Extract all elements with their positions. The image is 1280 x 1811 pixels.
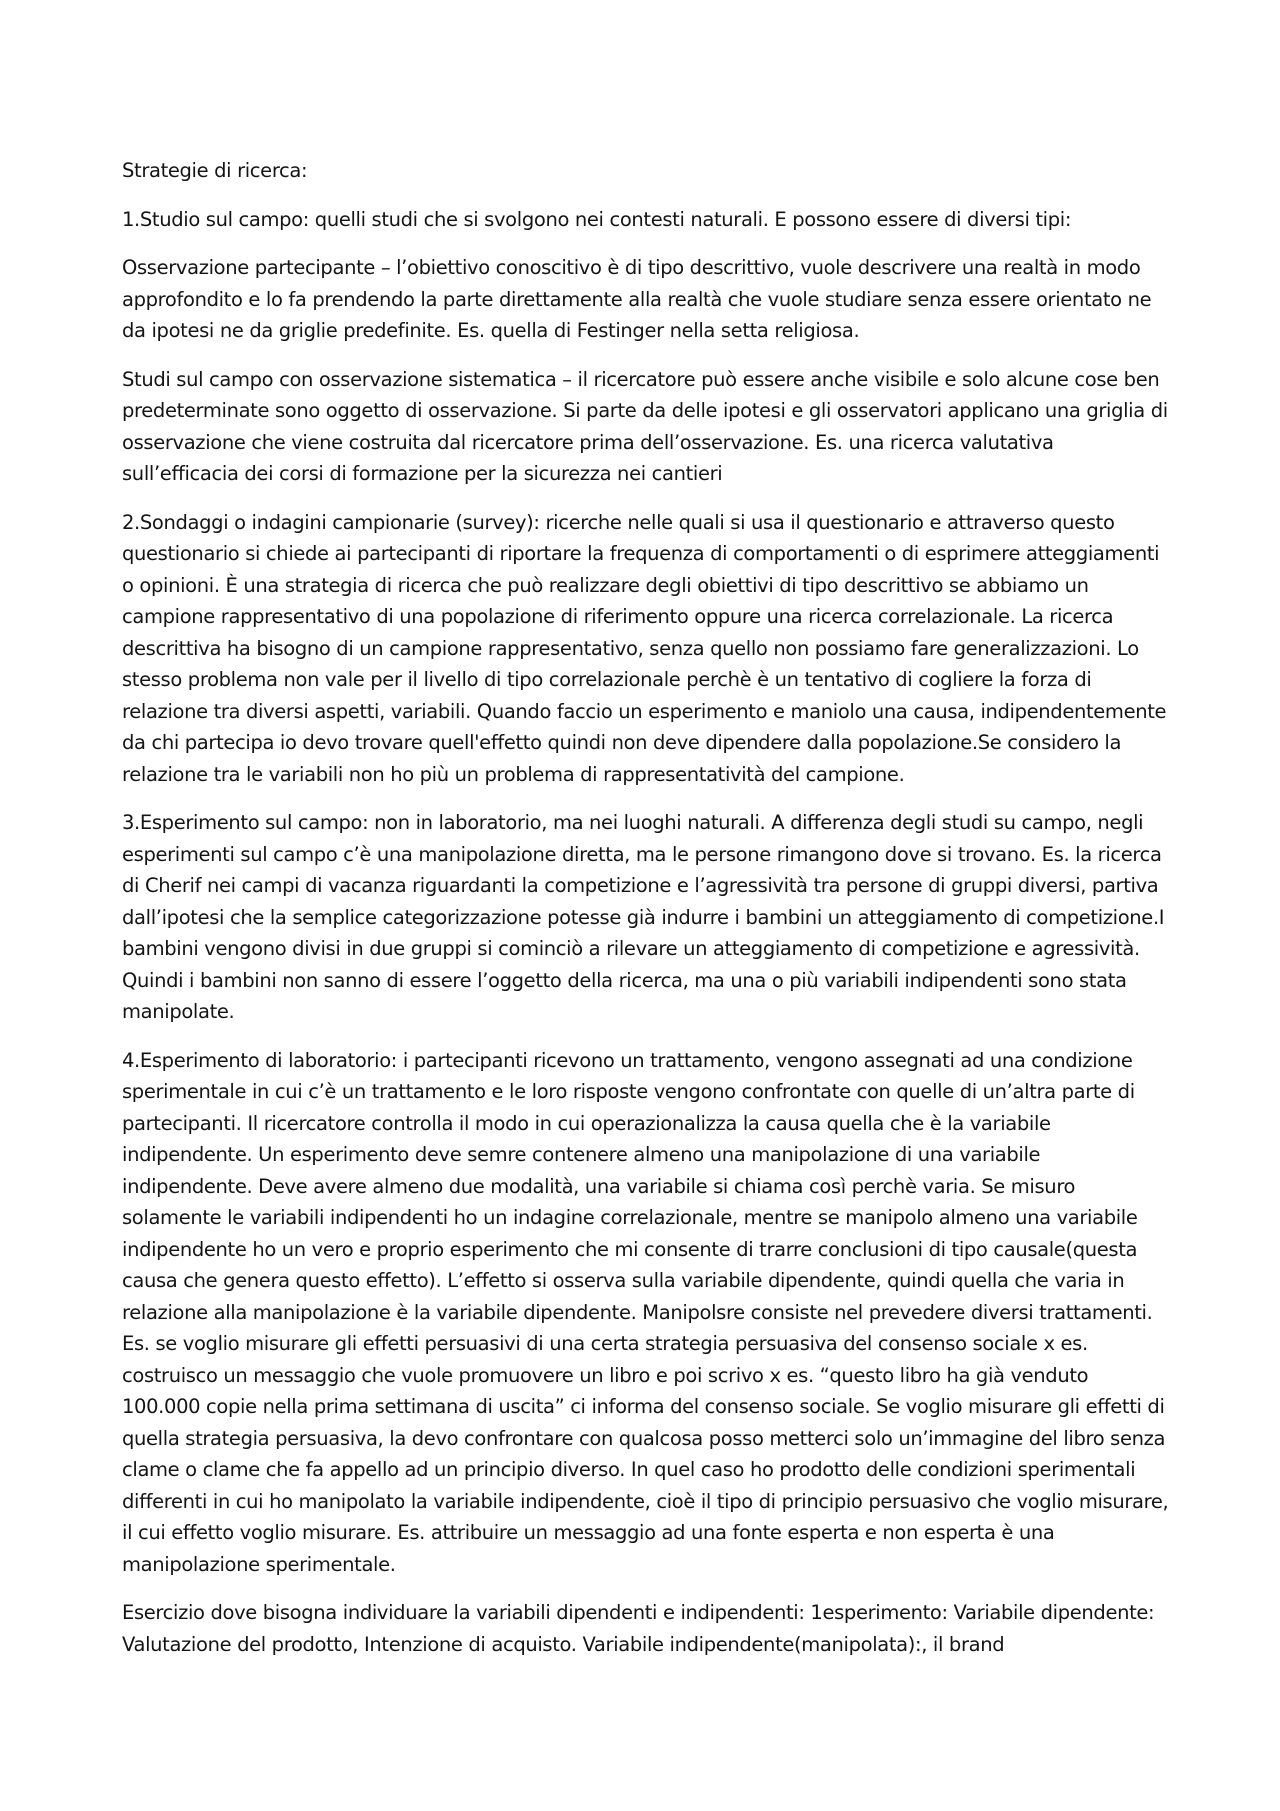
paragraph-osservazione-partecipante: Osservazione partecipante – l’obiettivo conoscitivo è di tipo descrittivo, vuole descrivere una realtà in modo approfondito e lo fa prendendo la parte direttamente alla realtà che vuole studiare senza essere orientato ne da ipotesi ne da griglie predefinite. Es. quella di Festinger nella setta religiosa. [122,256,1152,342]
paragraph-esperimento-sul-campo: 3.Esperimento sul campo: non in laboratorio, ma nei luoghi naturali. A differenza degli studi su campo, negli esperimenti sul campo c’è una manipolazione diretta, ma le persone rimangono dove si trovano. Es. la ricerca di Cherif nei campi di vacanza riguardanti la competizione e l’agressività tra persone di gruppi diversi, partiva dall’ipotesi che la semplice categorizzazione potesse già indurre i bambini un atteggiamento di competizione.I bambini vengono divisi in due gruppi si cominciò a rilevare un atteggiamento di competizione e agressività. Quindi i bambini non sanno di essere l’oggetto della ricerca, ma una o più variabili indipendenti sono stata manipolate. [122,811,1165,1023]
paragraph-sondaggi: 2.Sondaggi o indagini campionarie (survey): ricerche nelle quali si usa il questionario e attraverso questo questionario si chiede ai partecipanti di riportare la frequenza di comportamenti o di esprimere atteggiamenti o opinioni. È una strategia di ricerca che può realizzare degli obiettivi di tipo descrittivo se abbiamo un campione rappresentativo di una popolazione di riferimento oppure una ricerca correlazionale. La ricerca descrittiva ha bisogno di un campione rappresentativo, senza quello non possiamo fare generalizzazioni. Lo stesso problema non vale per il livello di tipo correlazionale perchè è un tentativo di cogliere la forza di relazione tra diversi aspetti, variabili. Quando faccio un esperimento e maniolo una causa, indipendentemente da chi partecipa io devo trovare quell'effetto quindi non deve dipendere dalla popolazione.Se considero la relazione tra le variabili non ho più un problema di rappresentatività del campione. [122,510,1167,786]
paragraph-studio-sul-campo: 1.Studio sul campo: quelli studi che si svolgono nei contesti naturali. E possono essere di diversi tipi: [122,207,1072,231]
paragraph-osservazione-sistematica: Studi sul campo con osservazione sistematica – il ricercatore può essere anche visibile e solo alcune cose ben predeterminate sono oggetto di osservazione. Si parte da delle ipotesi e gli osservatori applicano una griglia di osservazione che viene costruita dal ricercatore prima dell’osservazione. Es. una ricerca valutativa sull’efficacia dei corsi di formazione per la sicurezza nei cantieri [122,367,1168,485]
paragraph-esperimento-laboratorio: 4.Esperimento di laboratorio: i partecipanti ricevono un trattamento, vengono assegnati ad una condizione sperimentale in cui c’è un trattamento e le loro risposte vengono confrontate con quelle di un’altra parte di partecipanti. Il ricercatore controlla il modo in cui operazionalizza la causa quella che è la variabile indipendente. Un esperimento deve semre contenere almeno una manipolazione di una variabile indipendente. Deve avere almeno due modalità, una variabile si chiama così perchè varia. Se misuro solamente le variabili indipendenti ho un indagine correlazionale, mentre se manipolo almeno una variabile indipendente ho un vero e proprio esperimento che mi consente di trarre conclusioni di tipo causale(questa causa che genera questo effetto). L’effetto si osserva sulla variabile dipendente, quindi quella che varia in relazione alla manipolazione è la variabile dipendente. Manipolsre consiste nel prevedere diversi trattamenti. Es. se voglio misurare gli effetti persuasivi di una certa strategia persuasiva del consenso sociale x es. costruisco un messaggio che vuole promuovere un libro e poi scrivo x es. “questo libro ha già venduto 100.000 copie nella prima settimana di uscita” ci informa del consenso sociale. Se voglio misurare gli effetti di quella strategia persuasiva, la devo confrontare con qualcosa posso metterci solo un’immagine del libro senza clame o clame che fa appello ad un principio diverso. In quel caso ho prodotto delle condizioni sperimentali differenti in cui ho manipolato la variabile indipendente, cioè il tipo di principio persuasivo che voglio misurare, il cui effetto voglio misurare. Es. attribuire un messaggio ad una fonte esperta e non esperta è una manipolazione sperimentale. [122,1048,1169,1576]
document-body [122,155,1172,1677]
paragraph-esercizio: Esercizio dove bisogna individuare la variabili dipendenti e indipendenti: 1esperimento: Variabile dipendente: Valutazione del prodotto, Intenzione di acquisto. Variabile indipendente(manipolata):, il brand [122,1601,1155,1656]
document-heading: Strategie di ricerca: [122,159,308,182]
